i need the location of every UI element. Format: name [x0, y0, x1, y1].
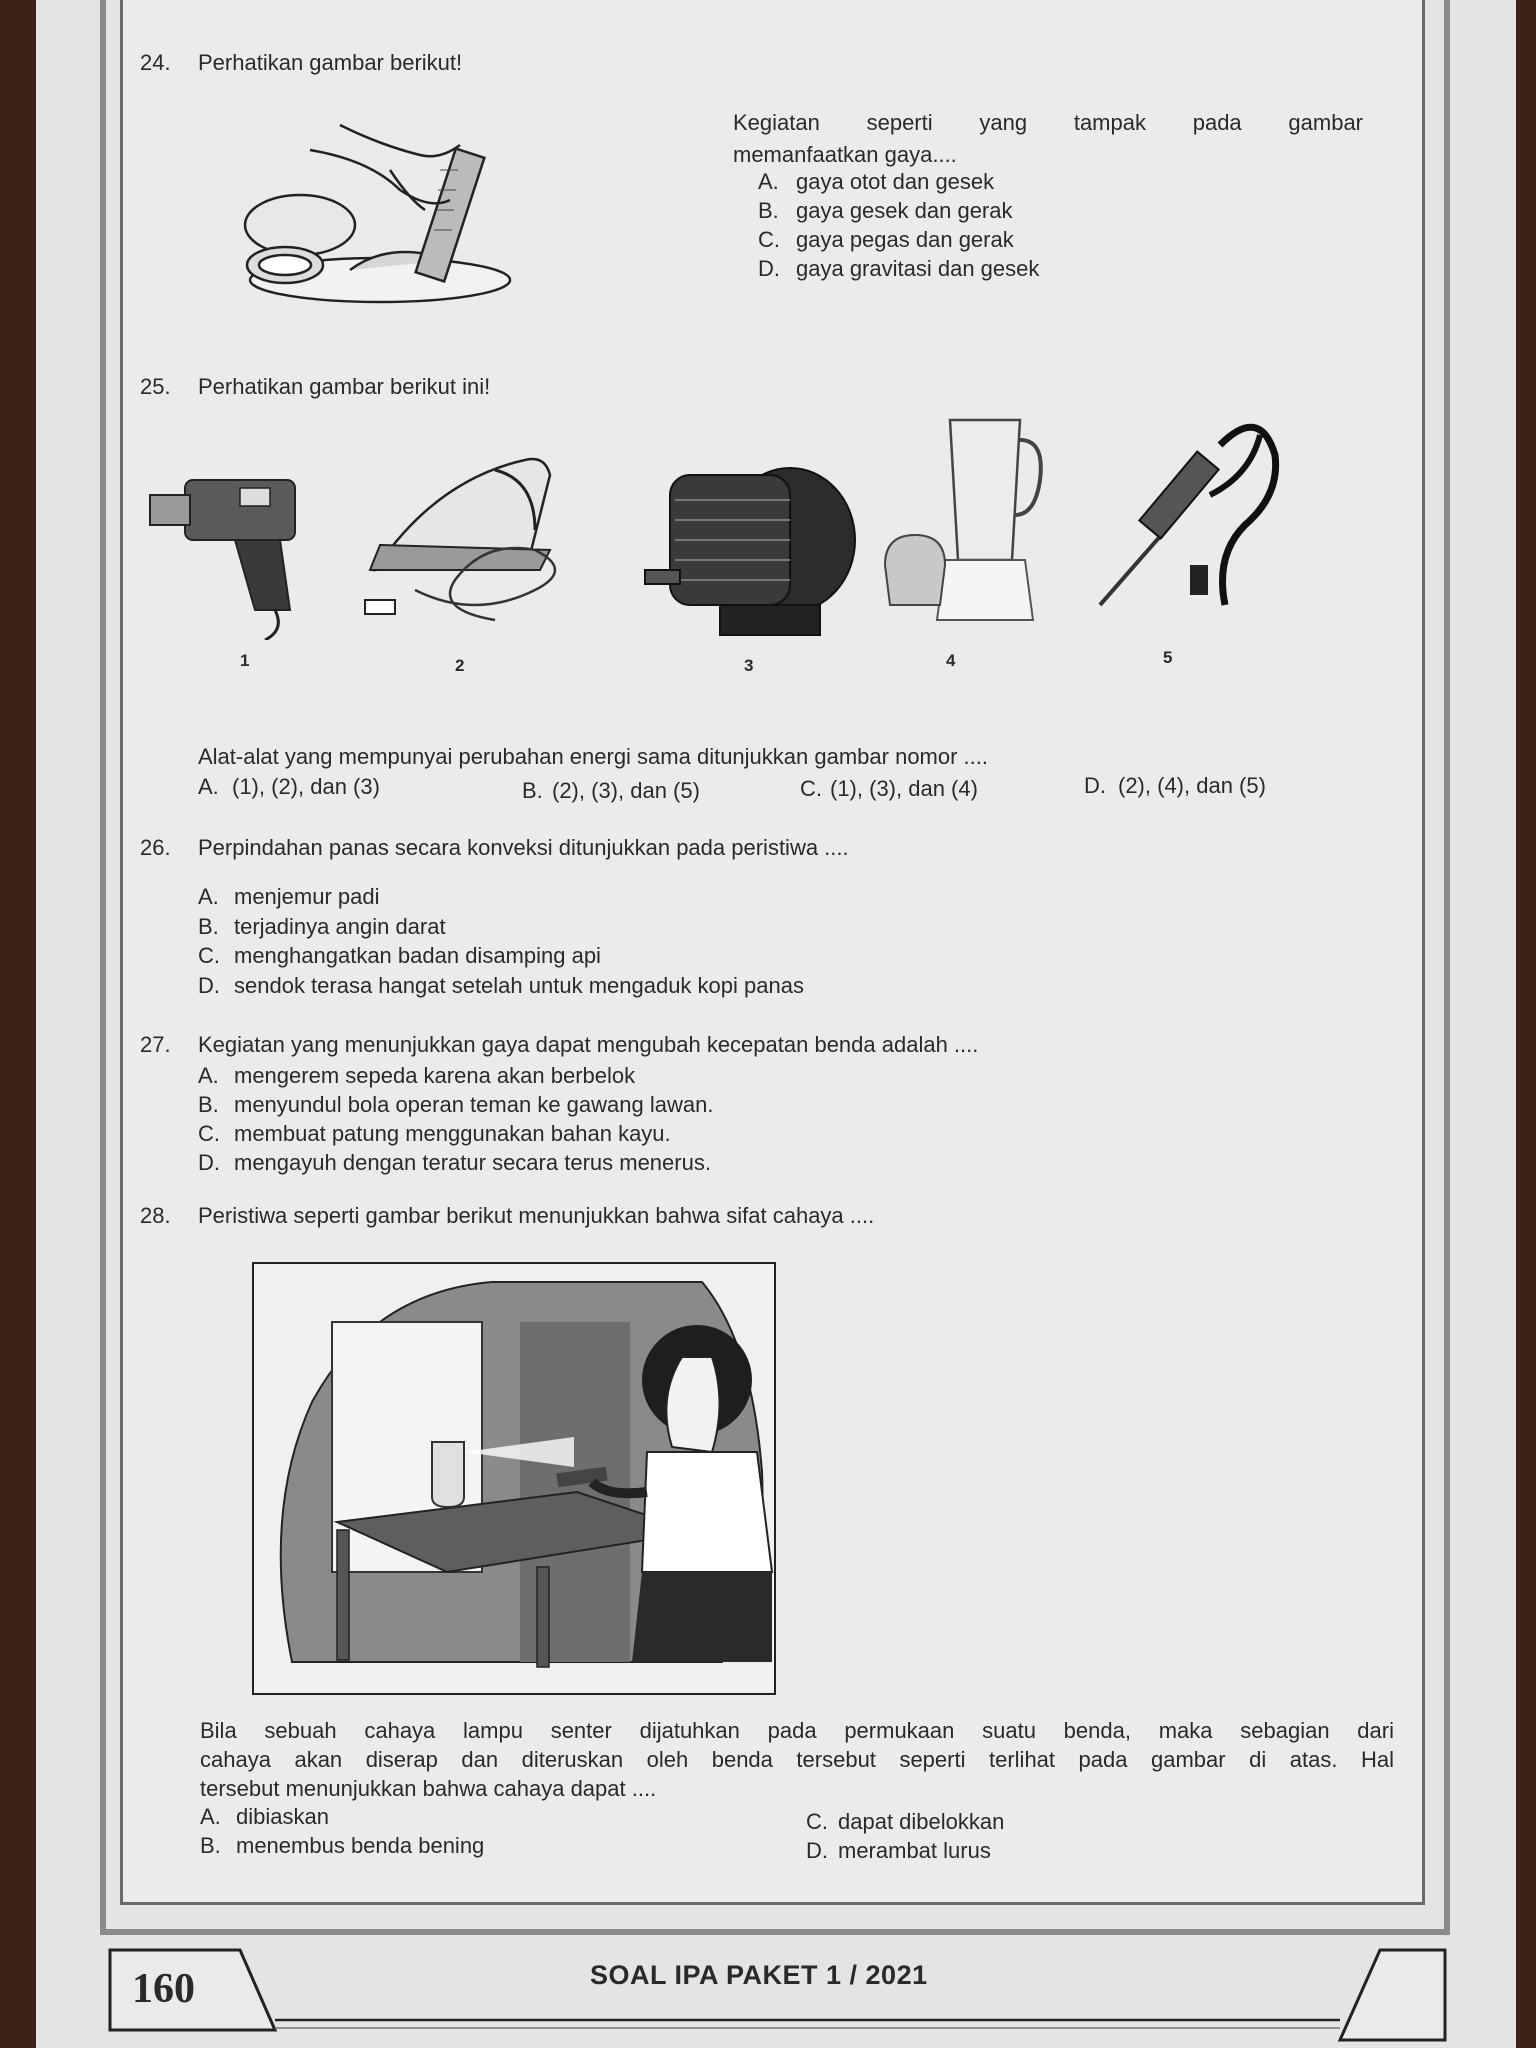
- q24-option-b: B. gaya gesek dan gerak: [758, 198, 1013, 223]
- q24-stem-line1: Kegiatan seperti yang tampak pada gambar: [733, 110, 1363, 135]
- q27-option-d: D. mengayuh dengan teratur secara terus menerus.: [198, 1150, 711, 1175]
- q28-option-d: D. merambat lurus: [806, 1838, 991, 1863]
- image-label-4: 4: [946, 651, 956, 670]
- q25-prompt: 25. Perhatikan gambar berikut ini!: [140, 372, 490, 402]
- q24-number: 24.: [140, 50, 171, 75]
- q26-prompt: 26. Perpindahan panas secara konveksi ditunjukkan pada peristiwa ....: [140, 833, 849, 863]
- q27-number: 27.: [140, 1032, 171, 1057]
- grating-coconut-illustration: [240, 110, 520, 310]
- image-label-3: 3: [744, 656, 754, 675]
- footer-decoration: [100, 1940, 1500, 2048]
- image-label-5: 5: [1163, 648, 1173, 667]
- q25-number: 25.: [140, 374, 171, 399]
- q24-stem-line2: memanfaatkan gaya....: [733, 142, 957, 167]
- q24-option-c: C. gaya pegas dan gerak: [758, 227, 1014, 252]
- image-label-2: 2: [455, 656, 465, 675]
- image-label-1: 1: [240, 651, 250, 670]
- q28-paragraph-line2: cahaya akan diserap dan diteruskan oleh benda tersebut seperti terlihat pada gambar di atas. Hal: [200, 1747, 1394, 1772]
- q26-option-d: D. sendok terasa hangat setelah untuk mengaduk kopi panas: [198, 973, 804, 998]
- q26-option-a: A. menjemur padi: [198, 884, 380, 909]
- blender-illustration: [880, 415, 1060, 640]
- q25-option-a: A. (1), (2), dan (3): [198, 774, 380, 799]
- soldering-iron-illustration: [1090, 415, 1290, 630]
- q26-number: 26.: [140, 835, 171, 860]
- q26-option-c: C. menghangatkan badan disamping api: [198, 943, 601, 968]
- q28-paragraph-line1: Bila sebuah cahaya lampu senter dijatuhkan pada permukaan suatu benda, maka sebagian dari: [200, 1718, 1394, 1743]
- q25-option-b: B. (2), (3), dan (5): [522, 778, 700, 803]
- q24-prompt: 24. Perhatikan gambar berikut!: [140, 48, 462, 78]
- q27-prompt: 27. Kegiatan yang menunjukkan gaya dapat mengubah kecepatan benda adalah ....: [140, 1030, 978, 1060]
- q27-option-c: C. membuat patung menggunakan bahan kayu.: [198, 1121, 671, 1146]
- q24-option-d: D. gaya gravitasi dan gesek: [758, 256, 1040, 281]
- q28-paragraph-line3: tersebut menunjukkan bahwa cahaya dapat ....: [200, 1776, 657, 1801]
- drill-illustration: [145, 460, 305, 640]
- page-number: 160: [132, 1966, 195, 2012]
- q28-option-a: A. dibiaskan: [200, 1804, 329, 1829]
- q25-option-d: D. (2), (4), dan (5): [1084, 773, 1266, 798]
- q28-option-c: C. dapat dibelokkan: [806, 1809, 1005, 1834]
- q28-option-b: B. menembus benda bening: [200, 1833, 485, 1858]
- q24-option-a: A. gaya otot dan gesek: [758, 169, 995, 194]
- iron-illustration: [355, 430, 595, 650]
- q28-number: 28.: [140, 1203, 171, 1228]
- electric-motor-illustration: [640, 455, 880, 655]
- q25-option-c: C. (1), (3), dan (4): [800, 776, 978, 801]
- footer-title: SOAL IPA PAKET 1 / 2021: [590, 1960, 928, 1990]
- q27-option-a: A. mengerem sepeda karena akan berbelok: [198, 1063, 636, 1088]
- q26-option-b: B. terjadinya angin darat: [198, 914, 446, 939]
- q28-prompt: 28. Peristiwa seperti gambar berikut menunjukkan bahwa sifat cahaya ....: [140, 1201, 874, 1231]
- flashlight-glass-illustration: [252, 1262, 776, 1695]
- q27-option-b: B. menyundul bola operan teman ke gawang lawan.: [198, 1092, 714, 1117]
- q25-question: Alat-alat yang mempunyai perubahan energi sama ditunjukkan gambar nomor ....: [198, 744, 989, 769]
